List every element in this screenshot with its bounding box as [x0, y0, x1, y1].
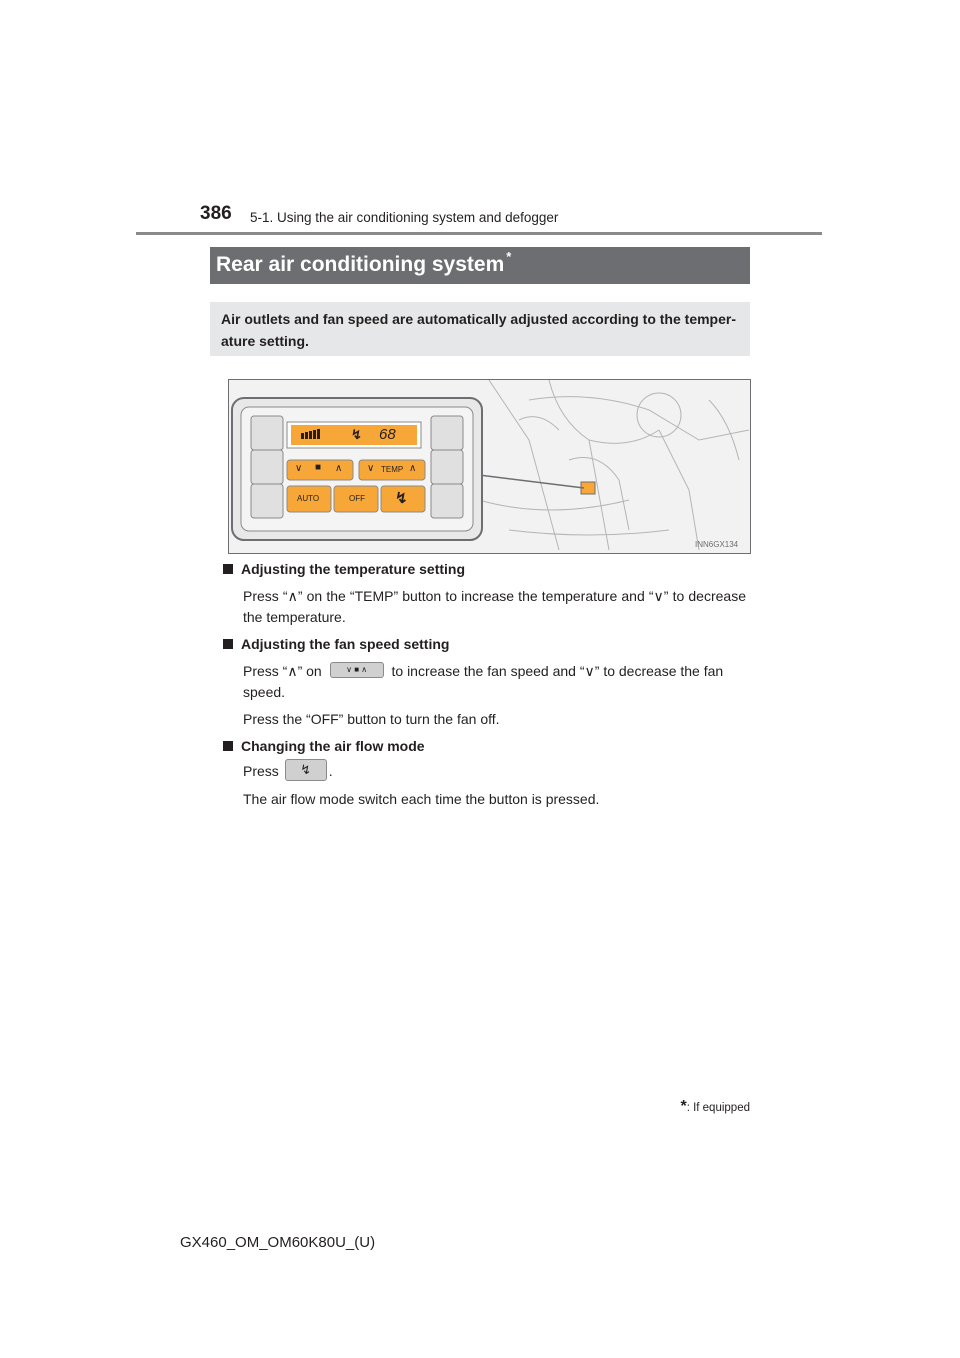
body-air-flow: Press ↯ . [243, 761, 333, 783]
off-label: OFF [349, 494, 365, 503]
bullet-square-icon [223, 564, 233, 574]
temp-up-arrow: ∧ [409, 463, 417, 474]
control-panel-figure [228, 379, 751, 554]
fan-up-arrow: ∧ [335, 463, 343, 474]
body-fan-speed: Press “∧” on ∨ ■ ∧ to increase the fan speed and “∨” to decrease the fan speed. [243, 663, 724, 700]
air-flow-button-icon: ↯ [285, 759, 327, 781]
temp-down-arrow: ∨ [367, 463, 375, 474]
section-title: Rear air conditioning system * [216, 249, 512, 276]
header-rule [136, 232, 822, 235]
body-temperature: Press “∧” on the “TEMP” button to increase the temperature and “∨” to decrease the temperature. [243, 588, 746, 625]
heading-temperature: Adjusting the temperature setting [223, 561, 465, 577]
auto-label: AUTO [297, 494, 320, 503]
footnote-mark: * [680, 1098, 687, 1115]
footnote: *: If equipped [680, 1098, 750, 1115]
display-temperature: 68 [379, 426, 396, 443]
fan-icon: ■ [315, 462, 322, 473]
display-airflow-icon: ↯ [351, 427, 362, 442]
image-code: INN6GX134 [695, 540, 739, 549]
bullet-square-icon [223, 741, 233, 751]
temp-label: TEMP [381, 465, 404, 474]
fan-speed-button-icon: ∨ ■ ∧ [330, 662, 384, 678]
control-panel-illustration [229, 380, 750, 553]
model-code: GX460_OM_OM60K80U_(U) [180, 1234, 376, 1251]
page-number: 386 [200, 203, 232, 224]
airflow-mode-icon: ↯ [395, 490, 408, 507]
bullet-square-icon [223, 639, 233, 649]
fan-down-arrow: ∨ [295, 463, 303, 474]
intro-text: Air outlets and fan speed are automatically adjusted according to the temper-ature setting. [221, 311, 736, 349]
heading-fan-speed: Adjusting the fan speed setting [223, 636, 449, 652]
if-equipped-mark: * [506, 249, 512, 264]
body-air-flow-note: The air flow mode switch each time the button is pressed. [243, 791, 600, 807]
chapter-title: 5-1. Using the air conditioning system and defogger [250, 210, 559, 225]
body-fan-off: Press the “OFF” button to turn the fan off. [243, 711, 500, 727]
heading-air-flow: Changing the air flow mode [223, 738, 425, 754]
